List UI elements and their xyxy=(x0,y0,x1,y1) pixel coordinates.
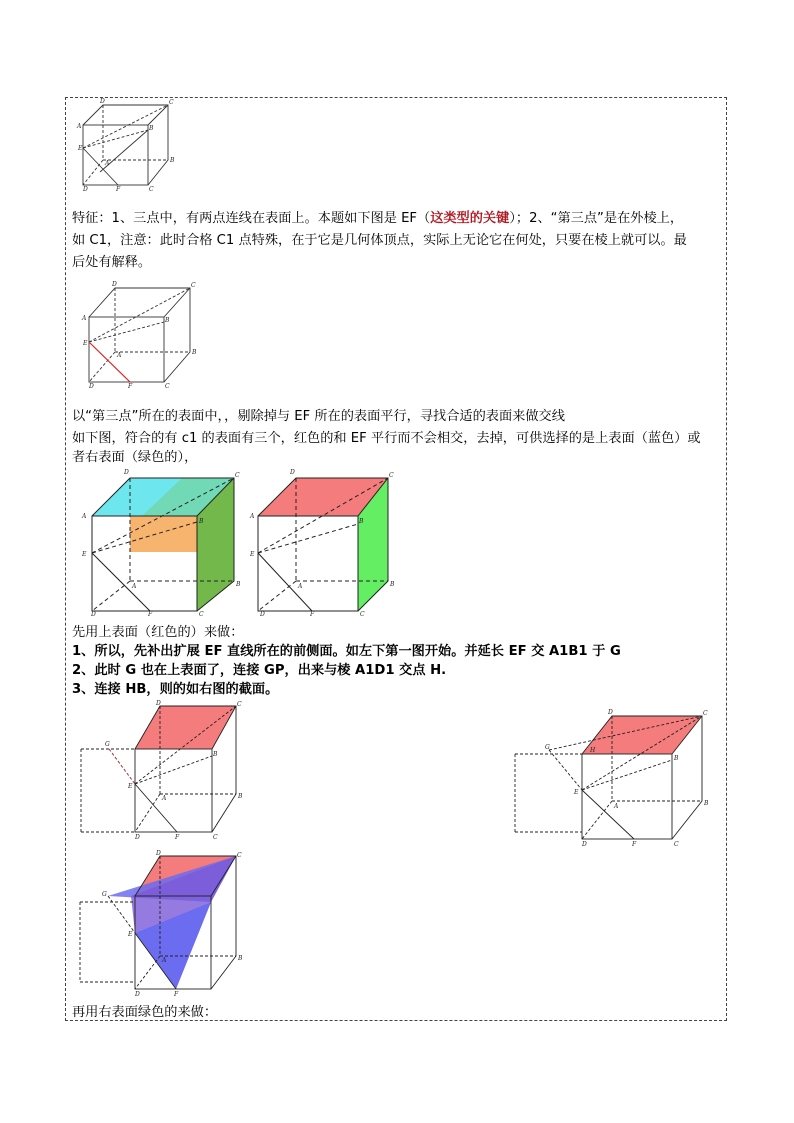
label-c: C xyxy=(360,611,365,618)
label-b: B xyxy=(238,793,243,800)
label-c1: C xyxy=(237,701,242,708)
label-a: A xyxy=(162,957,167,964)
label-d: D xyxy=(89,383,94,390)
label-c1: C xyxy=(169,99,174,106)
label-c: C xyxy=(199,611,204,618)
paragraph-1-line-2: 如 C1，注意：此时合格 C1 点特殊，在于它是几何体顶点，实际上无论它在何处，只要在棱上就可以。最 xyxy=(72,233,687,248)
highlight-text: 这类型的关键 xyxy=(430,211,510,226)
label-g: G xyxy=(105,741,110,748)
label-c1: C xyxy=(191,282,196,289)
label-a: A xyxy=(117,352,122,359)
label-a: A xyxy=(132,583,137,590)
label-f: F xyxy=(632,841,637,848)
label-e: E xyxy=(128,931,133,938)
figure-section-h xyxy=(512,702,712,852)
label-d: D xyxy=(135,991,140,998)
label-d: D xyxy=(135,834,140,841)
figure-purple-section xyxy=(76,852,246,1002)
label-a1: A xyxy=(82,315,87,322)
label-a: A xyxy=(162,795,167,802)
label-a: A xyxy=(298,583,303,590)
figure-cube-1 xyxy=(78,100,188,192)
label-h: H xyxy=(590,747,596,754)
label-d1: D xyxy=(608,709,613,716)
paragraph-3-line-2: 1、所以，先补出扩展 EF 直线所在的前侧面。如左下第一图开始。并延长 EF 交 A1B1 于 G xyxy=(72,644,621,659)
paragraph-1-line-1 xyxy=(72,208,683,229)
label-b1: B xyxy=(165,317,170,324)
label-b: B xyxy=(390,581,395,588)
paragraph-2-line-1: 以“第三点”所在的表面中，，剔除掉与 EF 所在的表面平行，寻找合适的表面来做交线 xyxy=(72,409,565,424)
figure-colored-cube-right xyxy=(248,466,418,616)
label-b1: B xyxy=(199,518,204,525)
label-g: G xyxy=(102,891,107,898)
paragraph-2-line-2: 如下图，符合的有 c1 的表面有三个，红色的和 EF 平行而不会相交，去掉，可供选择的是上表面（蓝色）或 xyxy=(72,431,701,446)
paragraph-3-line-4: 3、连接 HB，则的如右图的截面。 xyxy=(72,682,279,697)
label-f: F xyxy=(174,991,179,998)
label-a: A xyxy=(105,160,110,167)
label-a: A xyxy=(614,803,619,810)
label-e: E xyxy=(83,340,88,347)
label-b: B xyxy=(704,800,709,807)
label-c: C xyxy=(674,841,679,848)
paragraph-3-line-3: 2、此时 G 也在上表面了，连接 GP，出来与棱 A1D1 交点 H. xyxy=(72,663,447,678)
label-c1: C xyxy=(237,852,242,859)
label-f: F xyxy=(148,611,153,618)
label-d1: D xyxy=(124,469,129,476)
label-g: G xyxy=(545,744,550,751)
label-d1: D xyxy=(156,700,161,707)
label-e: E xyxy=(250,551,255,558)
label-f: F xyxy=(128,383,133,390)
paragraph-1-line-3: 后处有解释。 xyxy=(72,255,152,270)
figure-extension-g xyxy=(78,702,248,840)
paragraph-2-line-3: 者右表面（绿色的）， xyxy=(72,450,198,465)
text-span: 特征：1、三点中，有两点连线在表面上。本题如下图是 EF（ xyxy=(72,211,431,226)
label-b1: B xyxy=(359,518,364,525)
paragraph-3-line-1: 先用上表面（红色的）来做： xyxy=(72,625,244,640)
label-b: B xyxy=(238,955,243,962)
label-b1: B xyxy=(213,751,218,758)
label-d1: D xyxy=(290,469,295,476)
label-f: F xyxy=(175,834,180,841)
label-e: E xyxy=(574,789,579,796)
label-d: D xyxy=(91,611,96,618)
label-b: B xyxy=(236,581,241,588)
label-c: C xyxy=(149,186,154,193)
label-d1: D xyxy=(112,281,117,288)
label-c: C xyxy=(213,834,218,841)
label-d: D xyxy=(582,841,587,848)
label-e: E xyxy=(78,145,83,152)
label-f: F xyxy=(310,611,315,618)
label-b: B xyxy=(170,157,175,164)
label-b1: B xyxy=(149,125,154,132)
label-d1: D xyxy=(156,850,161,857)
label-a1: A xyxy=(250,513,255,520)
label-c1: C xyxy=(235,472,240,479)
label-e: E xyxy=(128,783,133,790)
label-d1: D xyxy=(100,98,105,105)
paragraph-4-line-1: 再用右表面绿色的来做： xyxy=(72,1005,218,1020)
label-d: D xyxy=(83,186,88,193)
figure-cube-2 xyxy=(80,282,200,390)
label-e: E xyxy=(82,551,87,558)
label-c1: C xyxy=(703,710,708,717)
label-c: C xyxy=(165,383,170,390)
label-d: D xyxy=(260,611,265,618)
label-a1: A xyxy=(77,123,82,130)
label-b: B xyxy=(192,349,197,356)
label-b1: B xyxy=(674,755,679,762)
label-a1: A xyxy=(82,513,87,520)
label-f: F xyxy=(116,186,121,193)
label-c1: C xyxy=(389,472,394,479)
text-span: ）；2、“第三点”是在外棱上， xyxy=(509,211,684,226)
figure-colored-cube-left xyxy=(82,466,252,616)
